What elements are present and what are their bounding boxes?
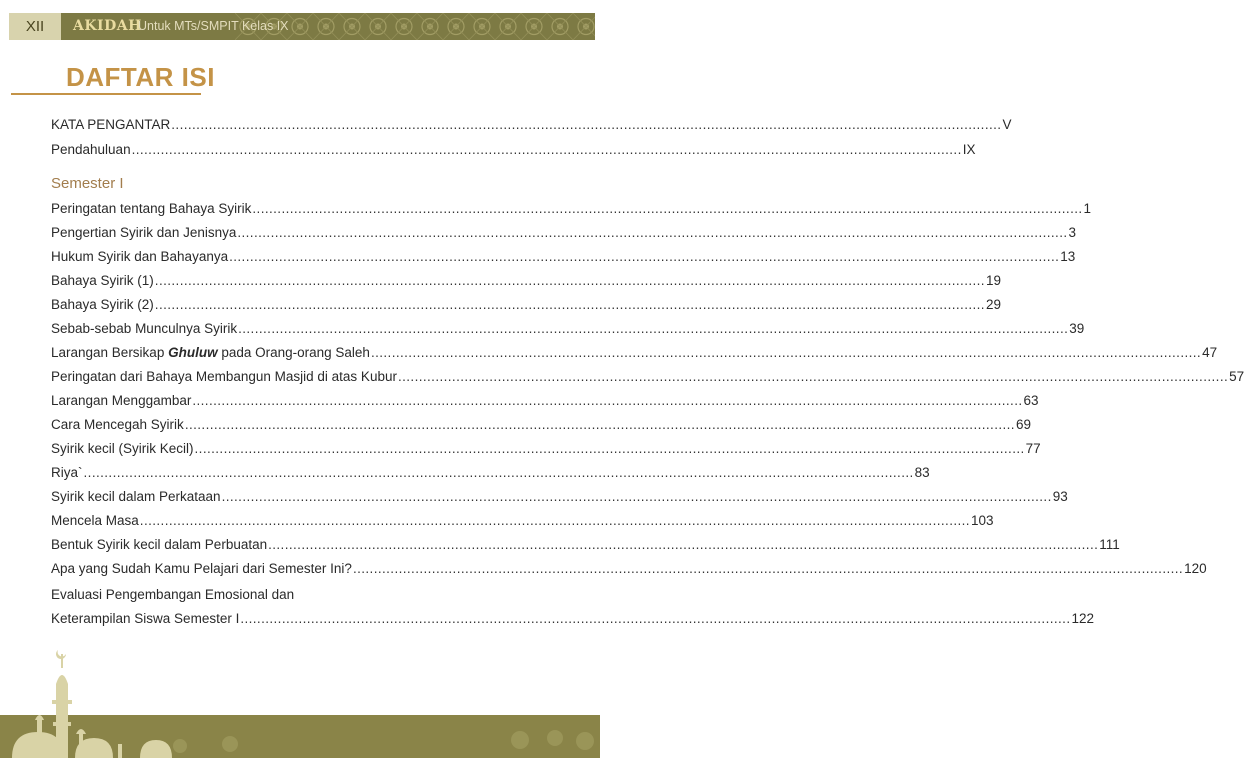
toc-entry-page: 1 xyxy=(1083,201,1092,216)
toc-entry-evaluasi[interactable] xyxy=(51,611,1095,631)
ornament-pattern-icon xyxy=(235,13,595,40)
toc-entry-label: Mencela Masa xyxy=(51,513,139,528)
toc-entry[interactable] xyxy=(51,513,994,533)
leader-dots: ........................................................................................................................................................................................................ xyxy=(139,513,970,528)
semester-heading: Semester I xyxy=(51,175,124,192)
book-subtitle: Untuk MTs/SMPIT Kelas IX xyxy=(138,19,289,33)
leader-dots: ........................................................................................................................................................................................................ xyxy=(194,441,1025,456)
toc-entry-label: Apa yang Sudah Kamu Pelajari dari Semester Ini? xyxy=(51,561,352,576)
leader-dots: ........................................................................................................................................................................................................ xyxy=(221,489,1052,504)
toc-entry[interactable] xyxy=(51,345,1218,365)
toc-entry[interactable] xyxy=(51,201,1092,221)
toc-entry[interactable] xyxy=(51,369,1244,389)
leader-dots: ........................................................................................................................................................................................................ xyxy=(397,369,1229,384)
brand-logo-text: AKIDAH xyxy=(73,18,142,34)
toc-entry-page: 19 xyxy=(985,273,1001,288)
toc-entry[interactable] xyxy=(51,441,1041,461)
leader-dots: ........................................................................................................................................................................................................ xyxy=(154,297,985,312)
toc-entry-page: 103 xyxy=(970,513,994,528)
toc-entry-kata-pengantar[interactable] xyxy=(51,117,1012,137)
toc-entry-pendahuluan[interactable] xyxy=(51,142,976,162)
leader-dots: ........................................................................................................................................................................................................ xyxy=(229,249,1060,264)
leader-dots: ........................................................................................................................................................................................................ xyxy=(352,561,1184,576)
toc-entry[interactable] xyxy=(51,465,930,485)
leader-dots: ........................................................................................................................................................................................................ xyxy=(238,321,1069,336)
page-title: DAFTAR ISI xyxy=(66,62,215,92)
toc-entry-label: Syirik kecil dalam Perkataan xyxy=(51,489,221,504)
toc-entry-page: 39 xyxy=(1069,321,1085,336)
toc-entry-page: 57 xyxy=(1229,369,1244,384)
leader-dots: ........................................................................................................................................................................................................ xyxy=(252,201,1083,216)
leader-dots: ........................................................................................................................................................................................................ xyxy=(268,537,1099,552)
leader-dots: ........................................................................................................................................................................................................ xyxy=(131,142,962,157)
mosque-silhouette-footer xyxy=(0,640,600,758)
toc-entry[interactable] xyxy=(51,561,1207,581)
label-emphasis: Ghuluw xyxy=(168,345,218,360)
toc-entry-page: 69 xyxy=(1015,417,1031,432)
toc-entry-label: Peringatan dari Bahaya Membangun Masjid di atas Kubur xyxy=(51,369,397,384)
toc-entry-label: Peringatan tentang Bahaya Syirik xyxy=(51,201,252,216)
leader-dots: ........................................................................................................................................................................................................ xyxy=(171,117,1002,132)
leader-dots: ........................................................................................................................................................................................................ xyxy=(83,465,914,480)
page-number: XII xyxy=(9,13,61,40)
leader-dots: ........................................................................................................................................................................................................ xyxy=(154,273,985,288)
label-part: Larangan Bersikap xyxy=(51,345,169,360)
toc-entry-page: 77 xyxy=(1025,441,1041,456)
toc-entry-page: V xyxy=(1002,117,1012,132)
leader-dots: ........................................................................................................................................................................................................ xyxy=(370,345,1202,360)
toc-entry[interactable] xyxy=(51,321,1085,341)
toc-entry[interactable] xyxy=(51,297,1001,317)
toc-entry-label: Bentuk Syirik kecil dalam Perbuatan xyxy=(51,537,268,552)
toc-entry[interactable] xyxy=(51,417,1031,437)
toc-entry-page: 3 xyxy=(1068,225,1077,240)
toc-entry-page: 83 xyxy=(914,465,930,480)
toc-entry-label: Pengertian Syirik dan Jenisnya xyxy=(51,225,237,240)
toc-entry[interactable] xyxy=(51,225,1077,245)
label-part: pada Orang-orang Saleh xyxy=(217,345,370,360)
title-underline xyxy=(11,93,201,95)
toc-entry-page: 13 xyxy=(1060,249,1076,264)
toc-entry-label: Keterampilan Siswa Semester I xyxy=(51,611,240,626)
toc-entry-page: 47 xyxy=(1202,345,1218,360)
toc-entry-label: Hukum Syirik dan Bahayanya xyxy=(51,249,229,264)
toc-entry-label: Pendahuluan xyxy=(51,142,131,157)
toc-entry-page: IX xyxy=(962,142,976,157)
toc-entry-label: Riya` xyxy=(51,465,83,480)
toc-entry[interactable] xyxy=(51,273,1001,293)
toc-entry-page: 120 xyxy=(1184,561,1207,576)
page-header xyxy=(9,13,595,40)
toc-entry-label: Syirik kecil (Syirik Kecil) xyxy=(51,441,194,456)
toc-entry[interactable] xyxy=(51,489,1068,509)
toc-entry[interactable] xyxy=(51,393,1039,413)
toc-entry-label: Bahaya Syirik (2) xyxy=(51,297,154,312)
toc-entry[interactable] xyxy=(51,537,1120,557)
leader-dots: ........................................................................................................................................................................................................ xyxy=(184,417,1015,432)
toc-entry-label: Sebab-sebab Munculnya Syirik xyxy=(51,321,238,336)
toc-entry-page: 63 xyxy=(1023,393,1039,408)
toc-entry-label: KATA PENGANTAR xyxy=(51,117,171,132)
toc-entry-page: 122 xyxy=(1071,611,1095,626)
toc-entry-label xyxy=(51,345,370,360)
leader-dots: ........................................................................................................................................................................................................ xyxy=(192,393,1023,408)
toc-entry-page: 111 xyxy=(1099,537,1120,552)
leader-dots: ........................................................................................................................................................................................................ xyxy=(237,225,1068,240)
toc-entry-page: 93 xyxy=(1052,489,1068,504)
leader-dots: ........................................................................................................................................................................................................ xyxy=(240,611,1071,626)
toc-entry[interactable] xyxy=(51,249,1076,269)
toc-entry-label: Larangan Menggambar xyxy=(51,393,192,408)
toc-entry-label: Cara Mencegah Syirik xyxy=(51,417,184,432)
toc-entry-label-line1: Evaluasi Pengembangan Emosional dan xyxy=(51,587,295,602)
toc-entry-page: 29 xyxy=(985,297,1001,312)
toc-entry-label: Bahaya Syirik (1) xyxy=(51,273,154,288)
